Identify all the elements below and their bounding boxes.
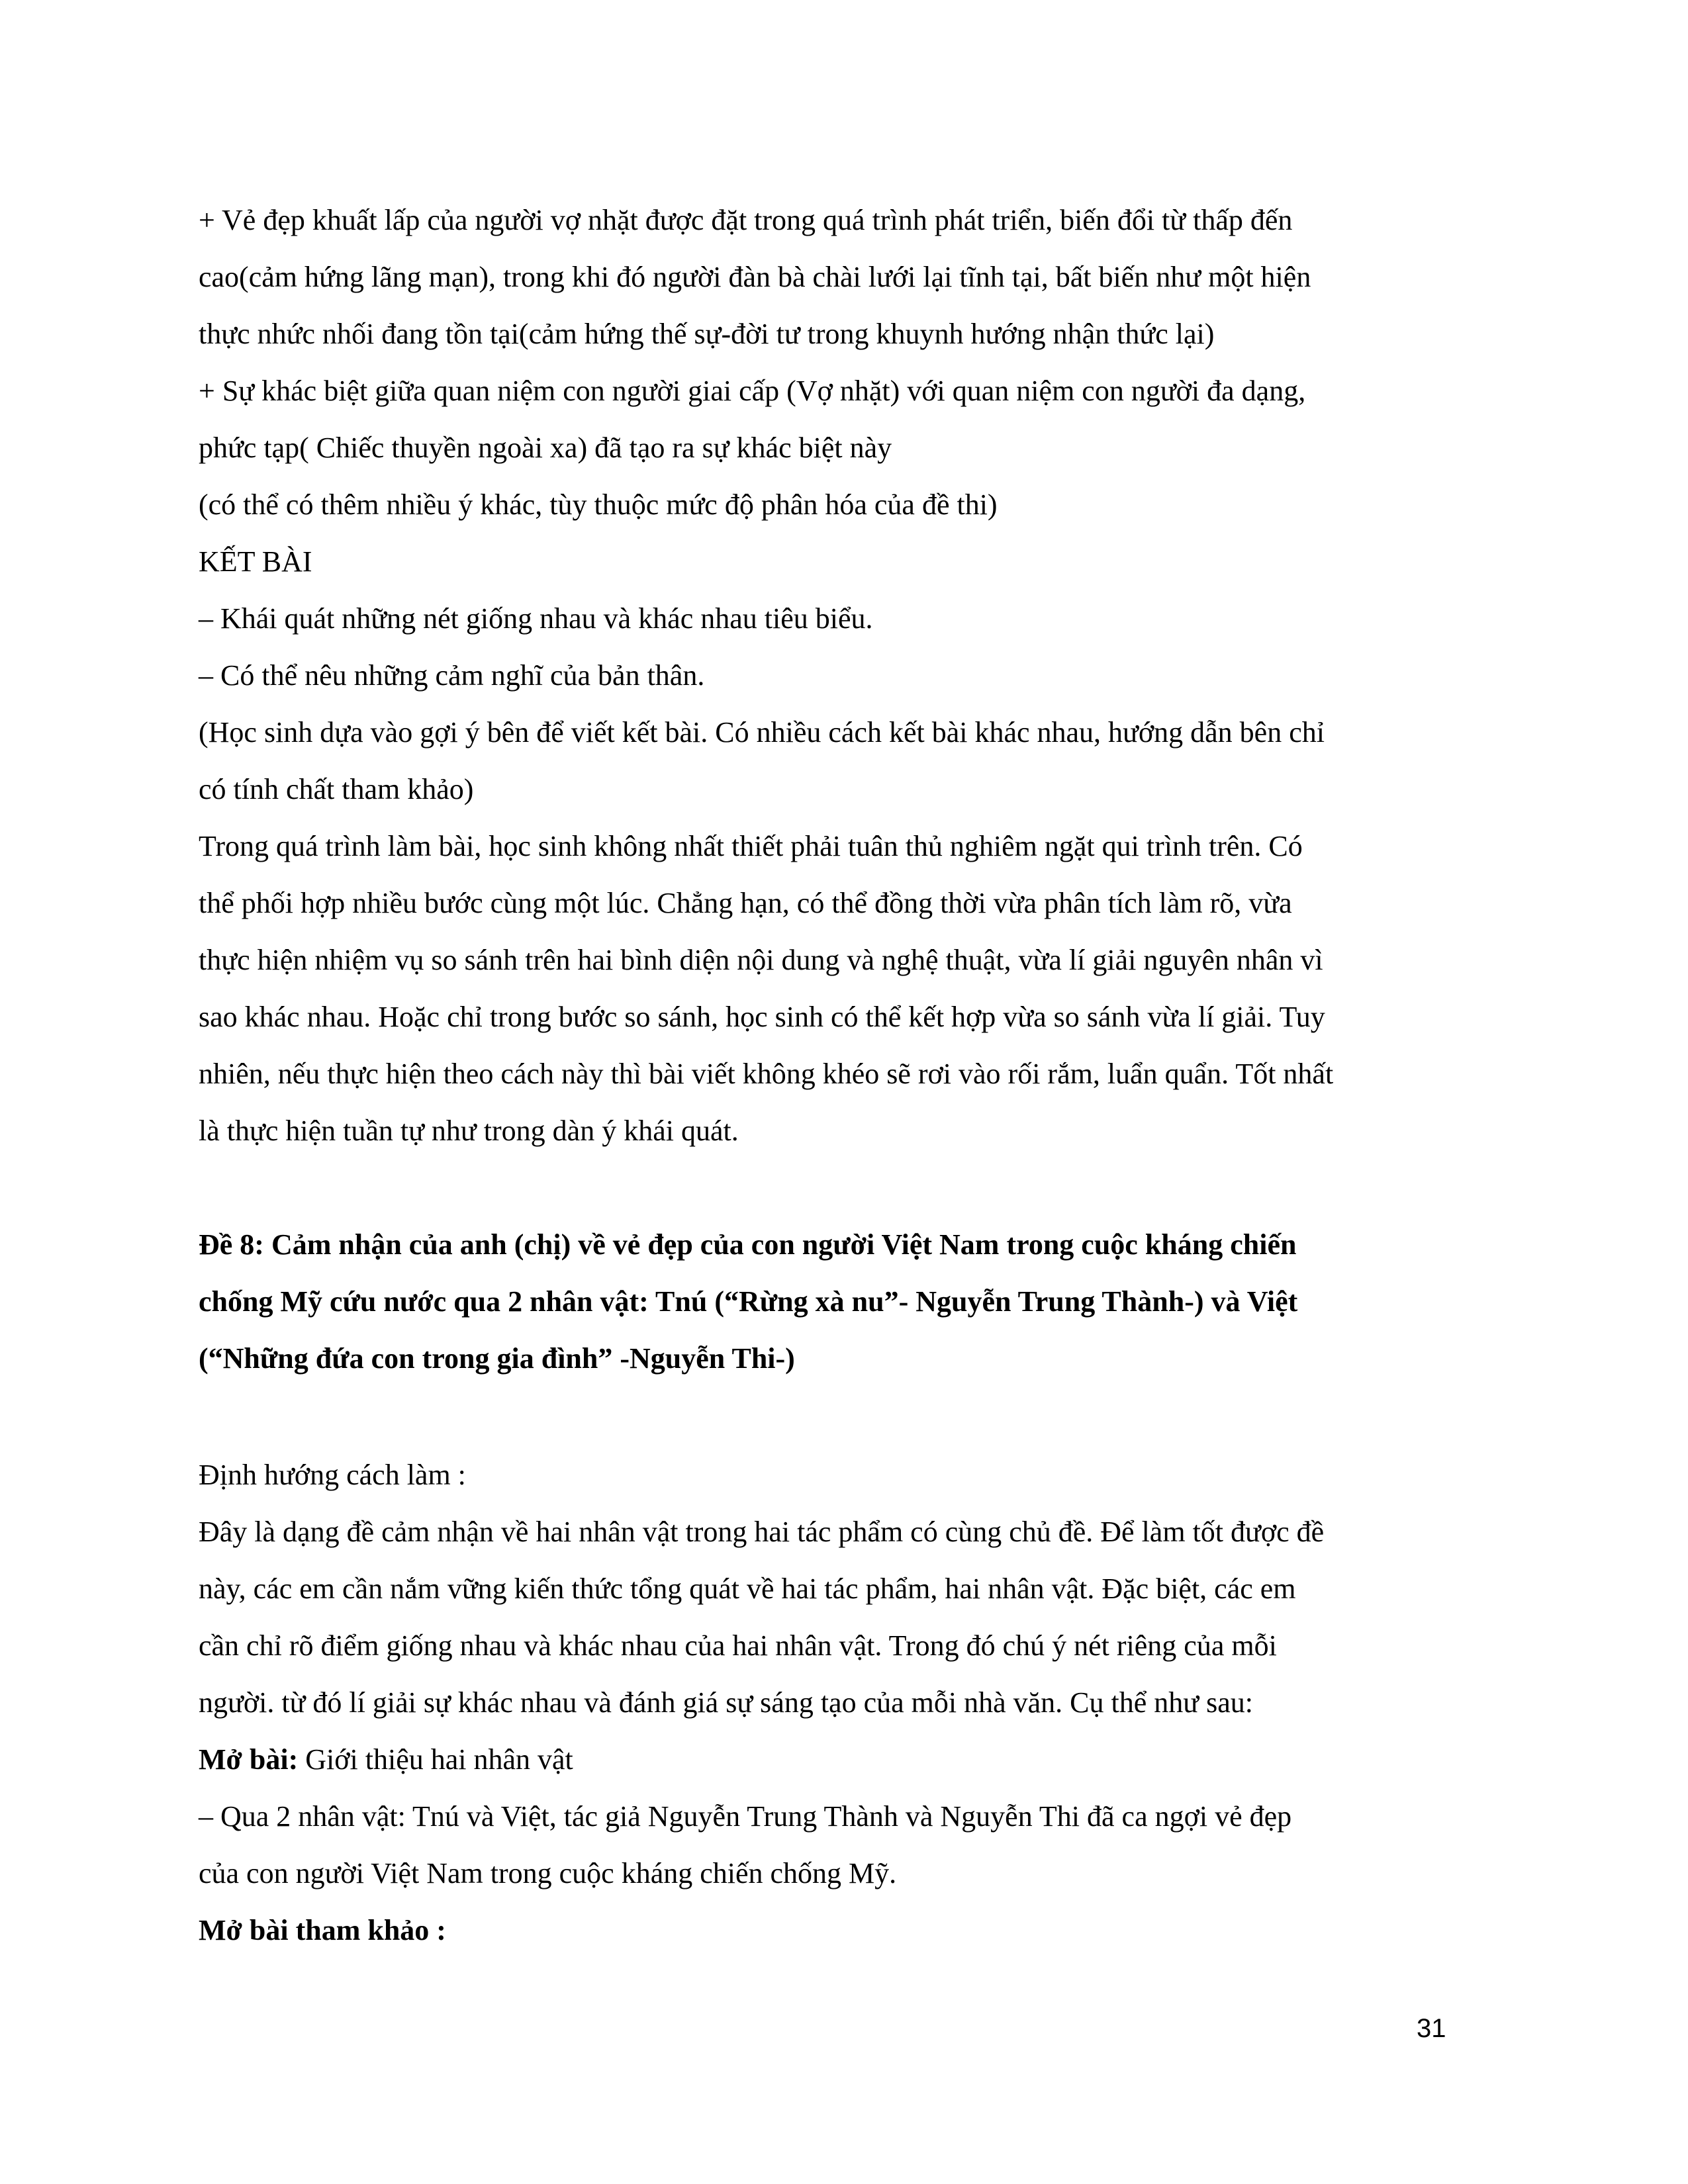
intro-text: Giới thiệu hai nhân vật <box>298 1743 573 1776</box>
text-line: (Học sinh dựa vào gợi ý bên để viết kết bài. Có nhiều cách kết bài khác nhau, hướng dẫn bên chỉ <box>199 716 1325 749</box>
heading-line: (“Những đứa con trong gia đình” -Nguyễn Thi-) <box>199 1342 795 1375</box>
guidance-title: Định hướng cách làm : <box>199 1459 466 1491</box>
heading-line: Đề 8: Cảm nhận của anh (chị) về vẻ đẹp của con người Việt Nam trong cuộc kháng chiến <box>199 1228 1297 1261</box>
exam-question-heading <box>199 1216 1496 1387</box>
text-line: + Sự khác biệt giữa quan niệm con người giai cấp (Vợ nhặt) với quan niệm con người đa dạng, <box>199 375 1306 407</box>
text-line: thực hiện nhiệm vụ so sánh trên hai bình diện nội dung và nghệ thuật, vừa lí giải nguyên nhân vì <box>199 944 1323 976</box>
text-line: – Khái quát những nét giống nhau và khác nhau tiêu biểu. <box>199 602 873 635</box>
text-line: cao(cảm hứng lãng mạn), trong khi đó người đàn bà chài lưới lại tĩnh tại, bất biến như một hiện <box>199 261 1311 293</box>
text-line: + Vẻ đẹp khuất lấp của người vợ nhặt được đặt trong quá trình phát triển, biến đổi từ thấp đến <box>199 204 1293 236</box>
text-line: phức tạp( Chiếc thuyền ngoài xa) đã tạo ra sự khác biệt này <box>199 432 892 464</box>
spacer <box>199 1160 1496 1216</box>
intro-label: Mở bài: <box>199 1743 299 1776</box>
section-label-ket-bai: KẾT BÀI <box>199 545 312 578</box>
text-line: (có thể có thêm nhiều ý khác, tùy thuộc mức độ phân hóa của đề thi) <box>199 488 998 521</box>
page-number: 31 <box>1417 2014 1446 2043</box>
intro-line <box>199 1731 1496 1788</box>
guidance-paragraph <box>199 1447 1496 1959</box>
text-line: Trong quá trình làm bài, học sinh không nhất thiết phải tuân thủ nghiêm ngặt qui trình trên. Có <box>199 830 1303 862</box>
document-page <box>199 192 1496 1959</box>
text-line: sao khác nhau. Hoặc chỉ trong bước so sánh, học sinh có thể kết hợp vừa so sánh vừa lí giải. Tuy <box>199 1001 1325 1033</box>
text-line: cần chỉ rõ điểm giống nhau và khác nhau của hai nhân vật. Trong đó chú ý nét riêng của mỗi <box>199 1629 1277 1662</box>
text-line: Đây là dạng đề cảm nhận về hai nhân vật trong hai tác phẩm có cùng chủ đề. Để làm tốt được đề <box>199 1516 1325 1548</box>
text-line: người. từ đó lí giải sự khác nhau và đánh giá sự sáng tạo của mỗi nhà văn. Cụ thể như sau: <box>199 1686 1253 1719</box>
text-line: là thực hiện tuần tự như trong dàn ý khái quát. <box>199 1115 739 1147</box>
text-line: này, các em cần nắm vững kiến thức tổng quát về hai tác phẩm, hai nhân vật. Đặc biệt, các em <box>199 1572 1296 1605</box>
text-line: có tính chất tham khảo) <box>199 773 474 805</box>
reference-intro-label: Mở bài tham khảo : <box>199 1914 446 1946</box>
text-line: nhiên, nếu thực hiện theo cách này thì bài viết không khéo sẽ rơi vào rối rắm, luẩn quẩn. Tốt nhất <box>199 1058 1334 1090</box>
text-line: – Qua 2 nhân vật: Tnú và Việt, tác giả Nguyễn Trung Thành và Nguyễn Thi đã ca ngợi vẻ đẹp <box>199 1800 1292 1833</box>
comparison-paragraph <box>199 192 1496 1160</box>
text-line: của con người Việt Nam trong cuộc kháng chiến chống Mỹ. <box>199 1857 897 1889</box>
text-line: thể phối hợp nhiều bước cùng một lúc. Chẳng hạn, có thể đồng thời vừa phân tích làm rõ, vừa <box>199 887 1292 919</box>
spacer <box>199 1387 1496 1447</box>
text-line: thực nhức nhối đang tồn tại(cảm hứng thế sự-đời tư trong khuynh hướng nhận thức lại) <box>199 318 1215 350</box>
text-line: – Có thể nêu những cảm nghĩ của bản thân. <box>199 659 705 692</box>
heading-line: chống Mỹ cứu nước qua 2 nhân vật: Tnú (“Rừng xà nu”- Nguyễn Trung Thành-) và Việt <box>199 1285 1298 1318</box>
